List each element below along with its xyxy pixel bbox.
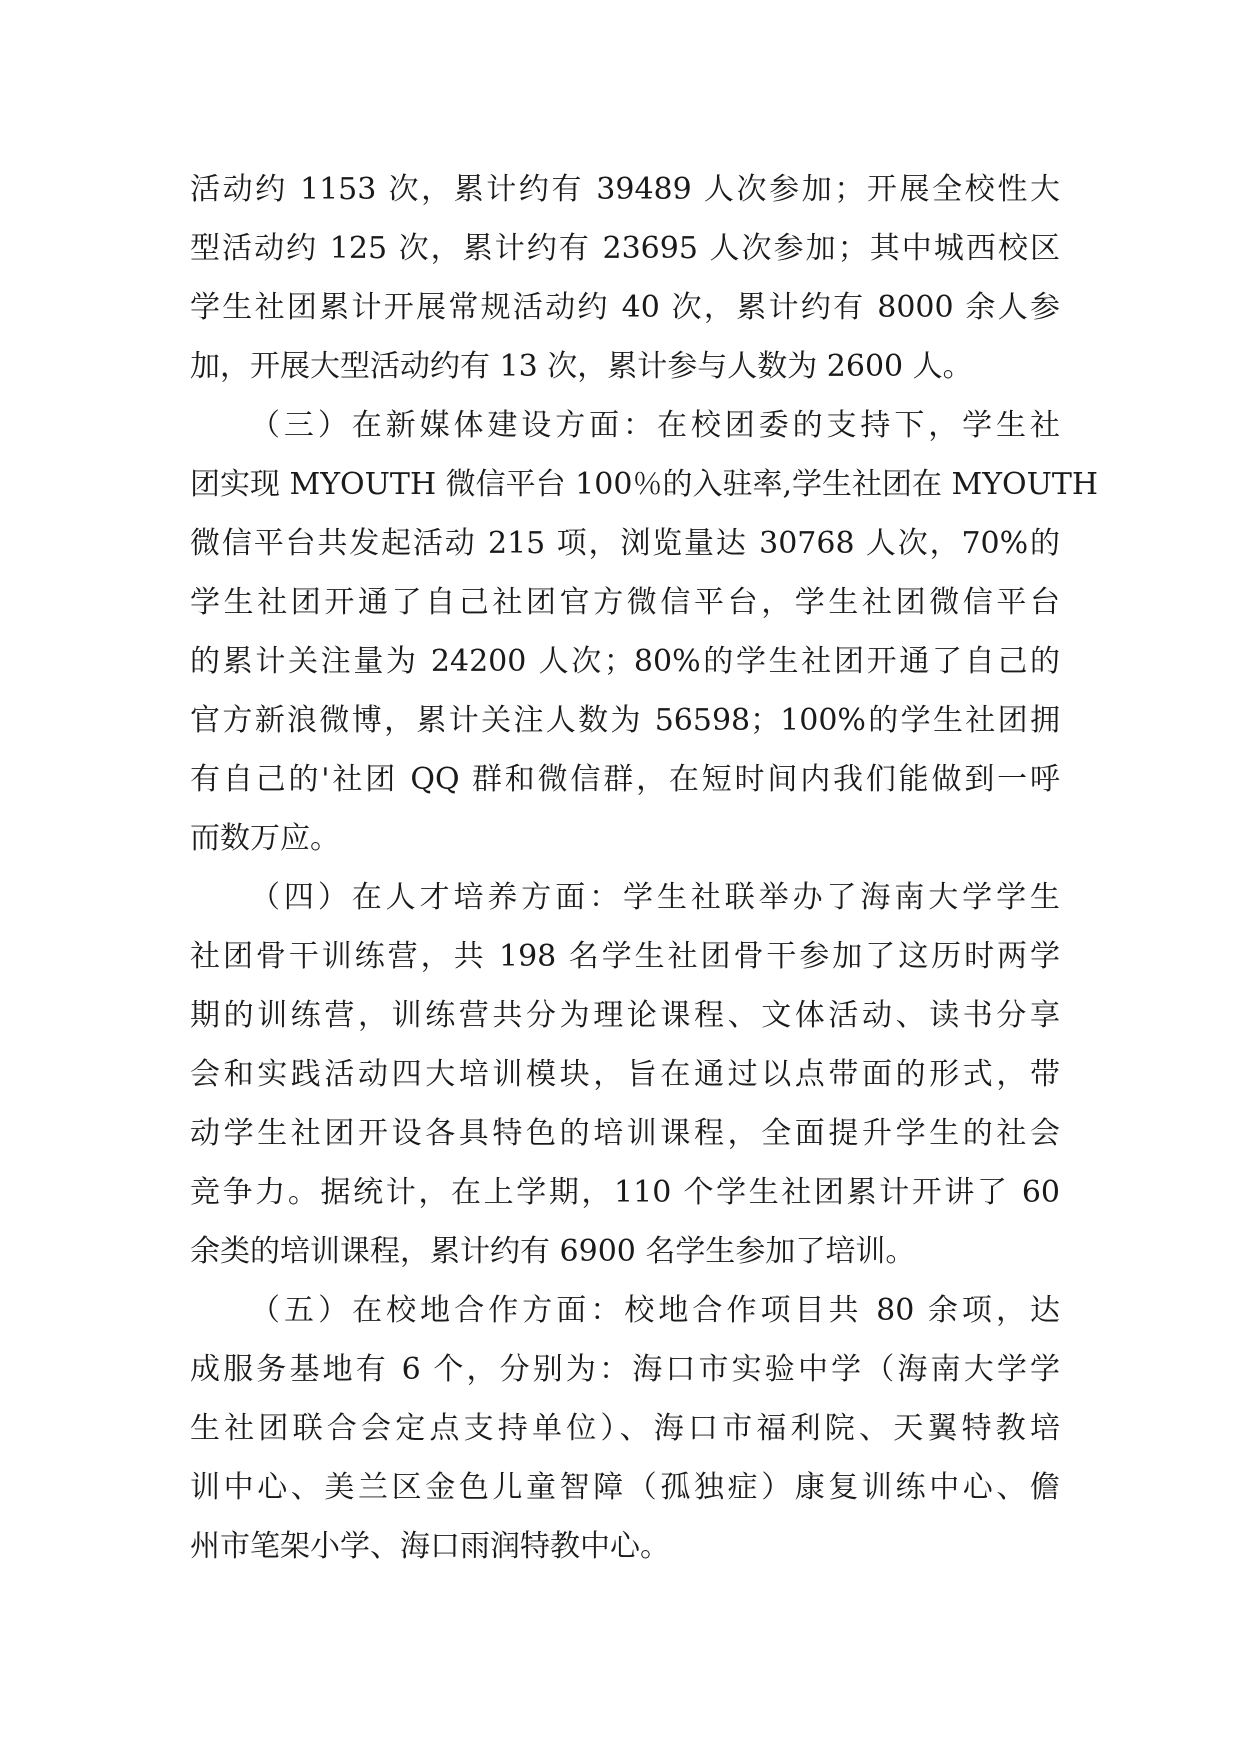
text-line: 动学生社团开设各具特色的培训课程，全面提升学生的社会 <box>190 1116 1060 1151</box>
text-line: 余类的培训课程，累计约有 6900 名学生参加了培训。 <box>190 1234 916 1269</box>
text-line: 的累计关注量为 24200 人次；80%的学生社团开通了自己的 <box>190 644 1060 679</box>
text-line: 有自己的'社团 QQ 群和微信群，在短时间内我们能做到一呼 <box>190 762 1060 797</box>
text-line: 型活动约 125 次，累计约有 23695 人次参加；其中城西校区 <box>190 231 1060 266</box>
paragraph-activities <box>190 160 1060 396</box>
text-line: 官方新浪微博，累计关注人数为 56598；100%的学生社团拥 <box>190 703 1060 738</box>
text-line: 团实现 MYOUTH 微信平台 100％的入驻率,学生社团在 MYOUTH <box>190 467 1099 502</box>
text-line: 训中心、美兰区金色儿童智障（孤独症）康复训练中心、儋 <box>190 1470 1060 1505</box>
text-line: 学生社团累计开展常规活动约 40 次，累计约有 8000 余人参 <box>190 290 1060 325</box>
text-line: 加，开展大型活动约有 13 次，累计参与人数为 2600 人。 <box>190 349 973 384</box>
text-line: （三）在新媒体建设方面：在校团委的支持下，学生社 <box>250 408 1060 443</box>
text-line: 州市笔架小学、海口雨润特教中心。 <box>190 1529 670 1564</box>
text-line: 成服务基地有 6 个，分别为：海口市实验中学（海南大学学 <box>190 1352 1060 1387</box>
text-line: 社团骨干训练营，共 198 名学生社团骨干参加了这历时两学 <box>190 939 1060 974</box>
text-line: 会和实践活动四大培训模块，旨在通过以点带面的形式，带 <box>190 1057 1060 1092</box>
text-line: 微信平台共发起活动 215 项，浏览量达 30768 人次，70%的 <box>190 526 1060 561</box>
paragraph-new-media <box>190 396 1099 868</box>
text-line: 竞争力。据统计，在上学期，110 个学生社团累计开讲了 60 <box>190 1175 1060 1210</box>
paragraph-talent-training <box>190 868 1060 1281</box>
text-line: 生社团联合会定点支持单位）、海口市福利院、天翼特教培 <box>190 1411 1060 1446</box>
text-line: 活动约 1153 次，累计约有 39489 人次参加；开展全校性大 <box>190 172 1060 207</box>
text-line: 而数万应。 <box>190 821 340 856</box>
text-line: （四）在人才培养方面：学生社联举办了海南大学学生 <box>250 880 1060 915</box>
document-body <box>190 160 1099 1576</box>
text-line: 学生社团开通了自己社团官方微信平台，学生社团微信平台 <box>190 585 1060 620</box>
text-line: （五）在校地合作方面：校地合作项目共 80 余项，达 <box>250 1293 1060 1328</box>
text-line: 期的训练营，训练营共分为理论课程、文体活动、读书分享 <box>190 998 1060 1033</box>
paragraph-school-local-cooperation <box>190 1281 1060 1576</box>
